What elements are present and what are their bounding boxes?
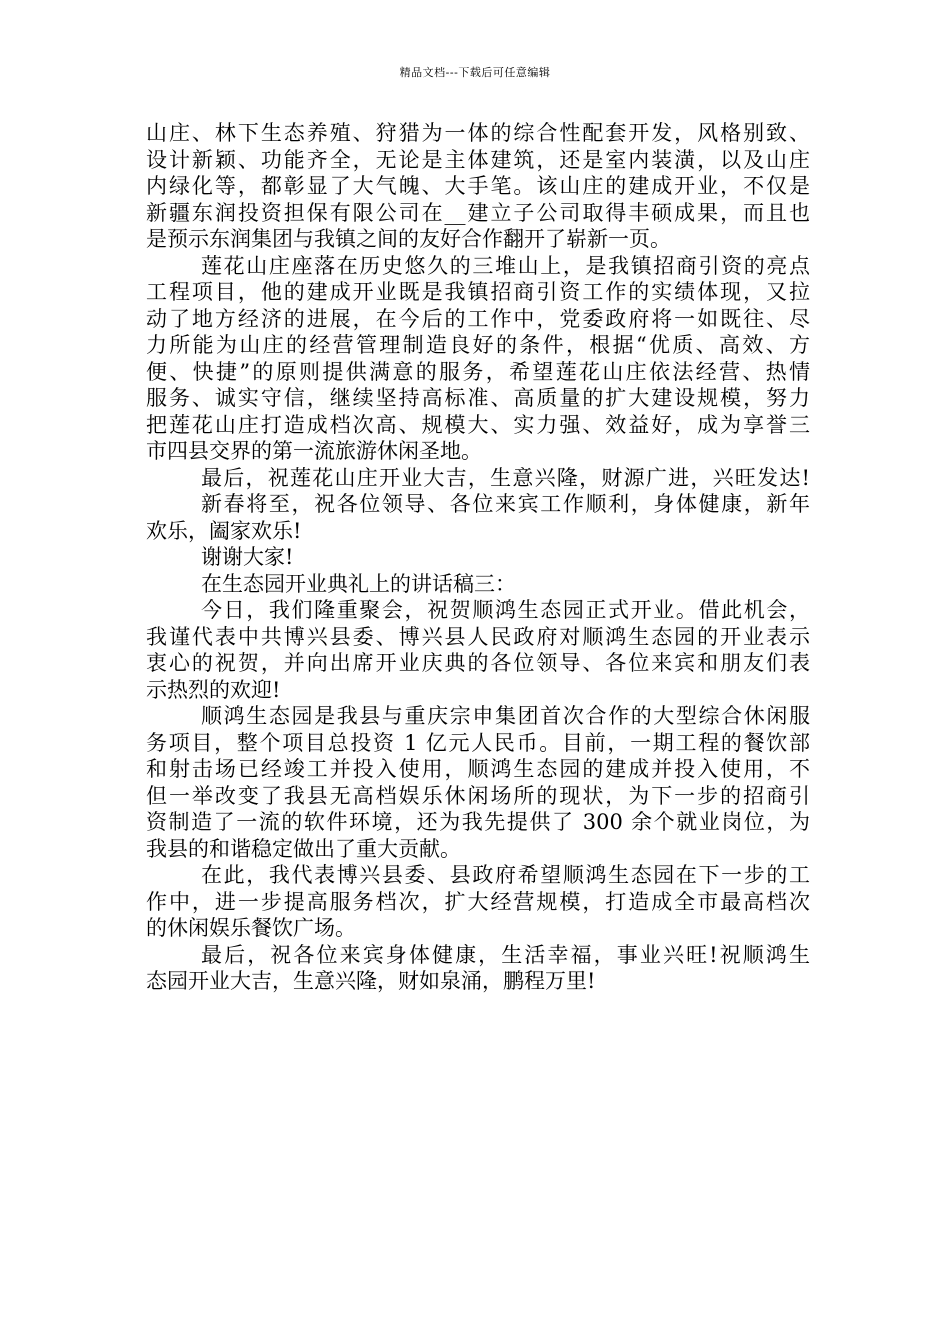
text-line: 服务、诚实守信，继续坚持高标准、高质量的扩大建设规模，努力 [146, 386, 810, 410]
text-line: 欢乐，阖家欢乐! [146, 518, 302, 543]
text-line: 把莲花山庄打造成档次高、规模大、实力强、效益好，成为享誉三 [146, 412, 810, 437]
text-line: 市四县交界的第一流旅游休闲圣地。 [146, 439, 482, 463]
text-line: 但一举改变了我县无高档娱乐休闲场所的现状，为下一步的招商引 [146, 783, 810, 808]
text-line: 最后，祝莲花山庄开业大吉，生意兴隆，财源广进，兴旺发达! [201, 465, 810, 490]
text-line: 务项目，整个项目总投资 1 亿元人民币。目前，一期工程的餐饮部 [146, 730, 810, 755]
text-line: 作中，进一步提高服务档次，扩大经营规模，打造成全市最高档次 [146, 889, 810, 914]
text-line: 山庄、林下生态养殖、狩猎为一体的综合性配套开发，风格别致、 [146, 121, 810, 145]
text-line: 示热烈的欢迎! [146, 677, 281, 702]
text-line: 最后，祝各位来宾身体健康，生活幸福，事业兴旺!祝顺鸿生 [201, 942, 810, 967]
text-line: 是预示东润集团与我镇之间的友好合作翻开了崭新一页。 [146, 227, 671, 251]
text-line: 的休闲娱乐餐饮广场。 [146, 916, 356, 940]
text-line: 莲花山庄座落在历史悠久的三堆山上，是我镇招商引资的亮点 [201, 253, 810, 278]
text-line: 我县的和谐稳定做出了重大贡献。 [146, 836, 461, 861]
text-line: 力所能为山庄的经营管理制造良好的条件，根据“优质、高效、方 [146, 333, 810, 357]
text-line: 内绿化等，都彰显了大气魄、大手笔。该山庄的建成开业，不仅是 [146, 174, 810, 198]
text-line: 资制造了一流的软件环境，还为我先提供了 300 余个就业岗位，为 [146, 810, 810, 834]
document-body [146, 120, 810, 995]
text-line: 谢谢大家! [201, 545, 294, 569]
text-line: 今日，我们隆重聚会，祝贺顺鸿生态园正式开业。借此机会， [201, 598, 810, 622]
text-line: 和射击场已经竣工并投入使用，顺鸿生态园的建成并投入使用，不 [146, 757, 810, 781]
page-header: 精品文档---下载后可任意编辑 [399, 66, 551, 79]
text-line: 顺鸿生态园是我县与重庆宗申集团首次合作的大型综合休闲服 [201, 704, 810, 728]
text-line: 工程项目，他的建成开业既是我镇招商引资工作的实绩体现，又拉 [146, 280, 810, 304]
text-line: 新疆东润投资担保有限公司在__建立子公司取得丰硕成果，而且也 [146, 200, 810, 225]
text-line: 衷心的祝贺，并向出席开业庆典的各位领导、各位来宾和朋友们表 [146, 651, 810, 675]
text-line: 新春将至，祝各位领导、各位来宾工作顺利，身体健康，新年 [201, 492, 810, 516]
text-line: 我谨代表中共博兴县委、博兴县人民政府对顺鸿生态园的开业表示 [146, 624, 810, 649]
text-line: 在此，我代表博兴县委、县政府希望顺鸿生态园在下一步的工 [201, 863, 810, 887]
text-line: 便、快捷”的原则提供满意的服务，希望莲花山庄依法经营、热情 [146, 359, 810, 384]
text-line: 态园开业大吉，生意兴隆，财如泉涌，鹏程万里! [146, 969, 596, 993]
text-line: 动了地方经济的进展，在今后的工作中，党委政府将一如既往、尽 [146, 306, 810, 331]
text-line: 在生态园开业典礼上的讲话稿三： [201, 571, 516, 596]
text-line: 设计新颖、功能齐全，无论是主体建筑，还是室内装潢，以及山庄 [146, 147, 810, 172]
